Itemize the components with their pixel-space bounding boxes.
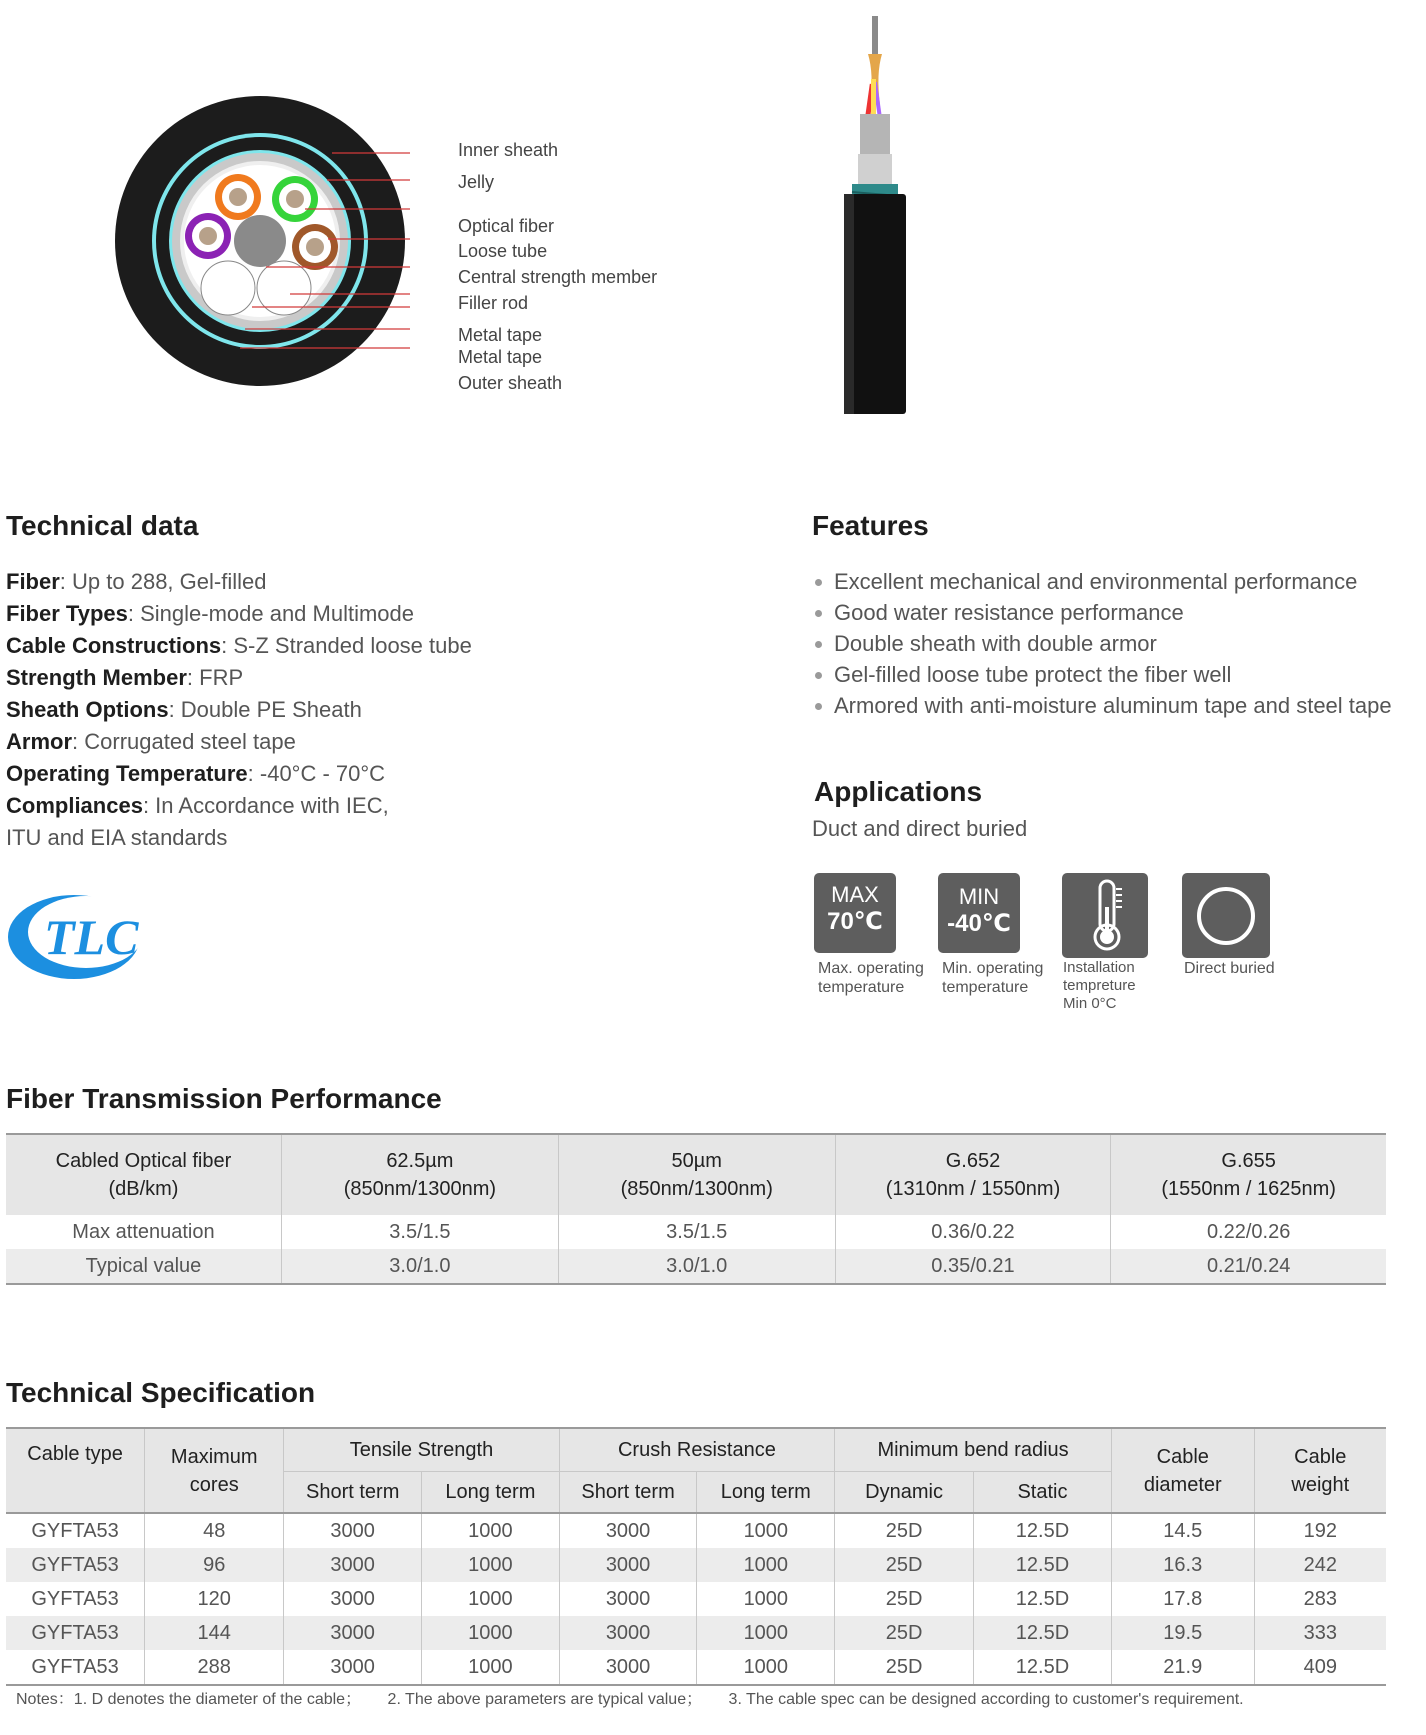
table-cell: 12.5D bbox=[973, 1650, 1111, 1685]
table-cell: GYFTA53 bbox=[6, 1616, 145, 1650]
header-crush-long-term: Long term bbox=[697, 1472, 835, 1514]
row-label: Typical value bbox=[6, 1249, 281, 1284]
header-line: Maximum bbox=[170, 1445, 258, 1468]
tech-row-strength-member bbox=[6, 662, 472, 694]
table-cell: 12.5D bbox=[973, 1548, 1111, 1582]
header-line: (850nm/1300nm) bbox=[343, 1178, 497, 1200]
cable-side-illustration bbox=[830, 14, 910, 414]
applications-heading: Applications bbox=[814, 776, 983, 807]
feature-item: Double sheath with double armor bbox=[812, 628, 1392, 659]
table-cell: 192 bbox=[1254, 1513, 1386, 1548]
table-cell: 0.22/0.26 bbox=[1111, 1215, 1386, 1249]
table-cell: 3000 bbox=[284, 1650, 422, 1685]
tech-row-fiber-types bbox=[6, 598, 472, 630]
table-cell: 3000 bbox=[559, 1582, 697, 1616]
table-cell: 3.5/1.5 bbox=[558, 1215, 835, 1249]
table-cell: GYFTA53 bbox=[31, 1655, 119, 1678]
caption-line: Installation bbox=[1063, 959, 1135, 976]
table-cell: 0.35/0.21 bbox=[835, 1249, 1111, 1284]
badge-line-1: MAX bbox=[831, 882, 879, 907]
technical-data-heading: Technical data bbox=[6, 510, 199, 541]
note-3: 3. The cable spec can be designed according to customer's requirement. bbox=[728, 1691, 1244, 1708]
table-cell: 0.36/0.22 bbox=[835, 1215, 1111, 1249]
table-cell: 25D bbox=[835, 1650, 974, 1685]
thermometer-icon bbox=[1062, 873, 1148, 958]
table-cell: 144 bbox=[145, 1616, 284, 1650]
label-metal-tape-2: Metal tape bbox=[458, 347, 543, 367]
label-metal-tape-1: Metal tape bbox=[458, 325, 543, 345]
header-crush-short-term: Short term bbox=[559, 1472, 697, 1514]
tech-label: Compliances bbox=[6, 793, 143, 818]
table-cell: 3000 bbox=[284, 1548, 422, 1582]
table-cell: 409 bbox=[1254, 1650, 1386, 1685]
spec-header-row-1 bbox=[6, 1428, 1386, 1472]
caption-line: Min. operating bbox=[942, 960, 1044, 977]
header-tensile-short-term: Short term bbox=[284, 1472, 422, 1514]
header-tensile-long-term: Long term bbox=[422, 1472, 560, 1514]
table-row bbox=[6, 1582, 1386, 1616]
tech-row-continuation: ITU and EIA standards bbox=[6, 825, 228, 850]
table-cell: 1000 bbox=[422, 1513, 560, 1548]
table-cell: 283 bbox=[1254, 1582, 1386, 1616]
feature-item: Gel-filled loose tube protect the fiber well bbox=[812, 659, 1392, 690]
table-cell: 1000 bbox=[697, 1548, 835, 1582]
technical-data-list bbox=[6, 566, 472, 854]
max-temperature-badge bbox=[814, 873, 896, 953]
specification-heading: Technical Specification bbox=[6, 1377, 316, 1408]
tech-value: : Corrugated steel tape bbox=[72, 729, 296, 754]
notes bbox=[16, 1686, 1266, 1709]
table-row bbox=[6, 1215, 1386, 1249]
table-cell: 48 bbox=[145, 1513, 284, 1548]
tech-value: : S-Z Stranded loose tube bbox=[221, 633, 472, 658]
badge-line-2: -40℃ bbox=[947, 910, 1011, 937]
features-list bbox=[812, 566, 1392, 721]
feature-item: Excellent mechanical and environmental performance bbox=[812, 566, 1392, 597]
tech-label: Fiber Types bbox=[6, 601, 128, 626]
table-cell: 3000 bbox=[559, 1513, 697, 1548]
table-cell: 333 bbox=[1254, 1616, 1386, 1650]
header-minimum-bend-radius: Minimum bend radius bbox=[835, 1428, 1112, 1472]
table-cell: 1000 bbox=[697, 1513, 835, 1548]
table-cell: 12.5D bbox=[973, 1513, 1111, 1548]
header-line: Cabled Optical fiber bbox=[55, 1150, 232, 1172]
table-row bbox=[6, 1249, 1386, 1284]
label-filler-rod: Filler rod bbox=[458, 293, 529, 313]
table-cell: 1000 bbox=[422, 1616, 560, 1650]
tech-label: Armor bbox=[6, 729, 73, 754]
label-outer-sheath: Outer sheath bbox=[458, 373, 563, 393]
header-g655 bbox=[1111, 1134, 1386, 1215]
header-50um bbox=[558, 1134, 835, 1215]
caption-line: Min 0°C bbox=[1063, 995, 1117, 1012]
table-cell: 242 bbox=[1254, 1548, 1386, 1582]
header-maximum-cores bbox=[145, 1428, 284, 1513]
installation-temperature-badge bbox=[1062, 873, 1148, 958]
specification-table bbox=[6, 1427, 1386, 1686]
table-cell: 16.3 bbox=[1111, 1548, 1254, 1582]
label-optical-fiber: Optical fiber bbox=[458, 216, 555, 236]
note-1: Notes：1. D denotes the diameter of the cable； bbox=[16, 1691, 362, 1708]
table-cell: 120 bbox=[145, 1582, 284, 1616]
label-loose-tube: Loose tube bbox=[458, 241, 548, 261]
header-tensile-strength: Tensile Strength bbox=[284, 1428, 559, 1472]
table-cell: 3.0/1.0 bbox=[558, 1249, 835, 1284]
table-cell: 3000 bbox=[284, 1616, 422, 1650]
table-cell: 25D bbox=[835, 1582, 974, 1616]
caption-line: tempreture bbox=[1063, 977, 1136, 994]
badge-caption-max bbox=[818, 959, 924, 997]
tech-value: : FRP bbox=[186, 665, 244, 690]
table-cell: 1000 bbox=[697, 1582, 835, 1616]
table-cell: GYFTA53 bbox=[31, 1519, 119, 1542]
tech-row-operating-temperature bbox=[6, 758, 472, 790]
table-cell: GYFTA53 bbox=[31, 1587, 119, 1610]
table-cell: 25D bbox=[835, 1513, 974, 1548]
table-cell: 1000 bbox=[697, 1616, 835, 1650]
table-cell: 3000 bbox=[284, 1513, 422, 1548]
table-row bbox=[6, 1548, 1386, 1582]
tech-value: : Double PE Sheath bbox=[168, 697, 362, 722]
header-line: diameter bbox=[1143, 1473, 1222, 1496]
min-temperature-badge bbox=[938, 873, 1020, 953]
direct-buried-badge bbox=[1182, 873, 1270, 958]
header-line: (dB/km) bbox=[108, 1178, 179, 1200]
circle-icon bbox=[1182, 873, 1270, 958]
table-cell: 3000 bbox=[559, 1616, 697, 1650]
tech-label: Operating Temperature bbox=[6, 761, 248, 786]
table-cell: 1000 bbox=[697, 1650, 835, 1685]
header-line: weight bbox=[1291, 1473, 1350, 1496]
table-cell: 21.9 bbox=[1111, 1650, 1254, 1685]
table-cell: 3000 bbox=[284, 1582, 422, 1616]
header-cable-type: Cable type bbox=[6, 1428, 145, 1513]
badge-caption-min bbox=[942, 959, 1043, 997]
table-row bbox=[6, 1513, 1386, 1548]
header-62-5um bbox=[281, 1134, 558, 1215]
caption-line: Direct buried bbox=[1184, 960, 1275, 977]
row-label: Max attenuation bbox=[72, 1220, 215, 1243]
header-line: Cable bbox=[1156, 1445, 1209, 1468]
tech-row-fiber bbox=[6, 566, 472, 598]
feature-item: Armored with anti-moisture aluminum tape and steel tape bbox=[812, 690, 1392, 721]
performance-table bbox=[6, 1133, 1386, 1285]
tech-value: : Single-mode and Multimode bbox=[127, 601, 415, 626]
tech-label: Sheath Options bbox=[6, 697, 169, 722]
header-bend-static: Static bbox=[973, 1472, 1111, 1514]
table-row bbox=[6, 1650, 1386, 1685]
header-g652 bbox=[835, 1134, 1111, 1215]
tech-value: : -40°C - 70°C bbox=[247, 761, 386, 786]
performance-header-row bbox=[6, 1134, 1386, 1215]
header-line: Cable bbox=[1294, 1445, 1347, 1468]
applications-text: Duct and direct buried bbox=[812, 816, 1028, 841]
header-line: 62.5µm bbox=[386, 1150, 454, 1172]
badge-caption-direct-buried bbox=[1184, 959, 1275, 978]
header-bend-dynamic: Dynamic bbox=[835, 1472, 974, 1514]
tech-value: : Up to 288, Gel-filled bbox=[59, 569, 267, 594]
header-cabled-optical-fiber bbox=[6, 1134, 281, 1215]
table-cell: 1000 bbox=[422, 1650, 560, 1685]
table-cell: 3000 bbox=[559, 1548, 697, 1582]
table-cell: 14.5 bbox=[1111, 1513, 1254, 1548]
table-cell: 12.5D bbox=[973, 1616, 1111, 1650]
table-cell: 0.21/0.24 bbox=[1111, 1249, 1386, 1284]
table-cell: 1000 bbox=[422, 1582, 560, 1616]
table-cell: 3.5/1.5 bbox=[281, 1215, 558, 1249]
table-cell: 19.5 bbox=[1111, 1616, 1254, 1650]
table-cell: 3.0/1.0 bbox=[281, 1249, 558, 1284]
caption-line: temperature bbox=[818, 979, 905, 996]
badge-caption-installation bbox=[1063, 959, 1136, 1013]
header-line: 50µm bbox=[671, 1150, 722, 1172]
header-cable-weight bbox=[1254, 1428, 1386, 1513]
caption-line: temperature bbox=[942, 979, 1029, 996]
badge-line-1: MIN bbox=[958, 884, 1000, 909]
table-cell: 25D bbox=[835, 1548, 974, 1582]
header-crush-resistance: Crush Resistance bbox=[559, 1428, 834, 1472]
tech-row-armor bbox=[6, 726, 472, 758]
header-cable-diameter bbox=[1111, 1428, 1254, 1513]
tech-row-sheath-options bbox=[6, 694, 472, 726]
header-line: (850nm/1300nm) bbox=[620, 1178, 773, 1200]
table-cell: GYFTA53 bbox=[6, 1548, 145, 1582]
cable-cross-section-diagram bbox=[110, 92, 420, 392]
table-cell: 288 bbox=[145, 1650, 284, 1685]
header-line: (1310nm / 1550nm) bbox=[885, 1178, 1061, 1200]
performance-heading: Fiber Transmission Performance bbox=[6, 1083, 442, 1114]
header-line: G.652 bbox=[945, 1150, 1001, 1172]
header-line: (1550nm / 1625nm) bbox=[1161, 1178, 1336, 1200]
label-inner-sheath: Inner sheath bbox=[458, 140, 559, 160]
note-2: 2. The above parameters are typical value； bbox=[387, 1691, 703, 1708]
label-central-strength-member: Central strength member bbox=[458, 267, 658, 287]
label-jelly: Jelly bbox=[458, 172, 495, 192]
tech-row-compliances bbox=[6, 790, 472, 822]
tech-label: Cable Constructions bbox=[6, 633, 222, 658]
header-line: cores bbox=[189, 1473, 239, 1496]
feature-item: Good water resistance performance bbox=[812, 597, 1392, 628]
header-line: G.655 bbox=[1221, 1150, 1276, 1172]
table-cell: 3000 bbox=[559, 1650, 697, 1685]
features-heading: Features bbox=[812, 510, 929, 541]
tech-row-cable-constructions bbox=[6, 630, 472, 662]
badge-line-2: 70℃ bbox=[827, 908, 883, 935]
table-cell: 1000 bbox=[422, 1548, 560, 1582]
tlc-logo bbox=[6, 892, 146, 982]
table-cell: 12.5D bbox=[973, 1582, 1111, 1616]
tech-label: Strength Member bbox=[6, 665, 187, 690]
tech-label: Fiber bbox=[6, 569, 60, 594]
logo-text: TLC bbox=[44, 909, 139, 965]
table-cell: 96 bbox=[145, 1548, 284, 1582]
table-cell: 25D bbox=[835, 1616, 974, 1650]
table-row bbox=[6, 1616, 1386, 1650]
table-cell: 17.8 bbox=[1111, 1582, 1254, 1616]
caption-line: Max. operating bbox=[818, 960, 924, 977]
tech-value: : In Accordance with IEC, bbox=[142, 793, 389, 818]
